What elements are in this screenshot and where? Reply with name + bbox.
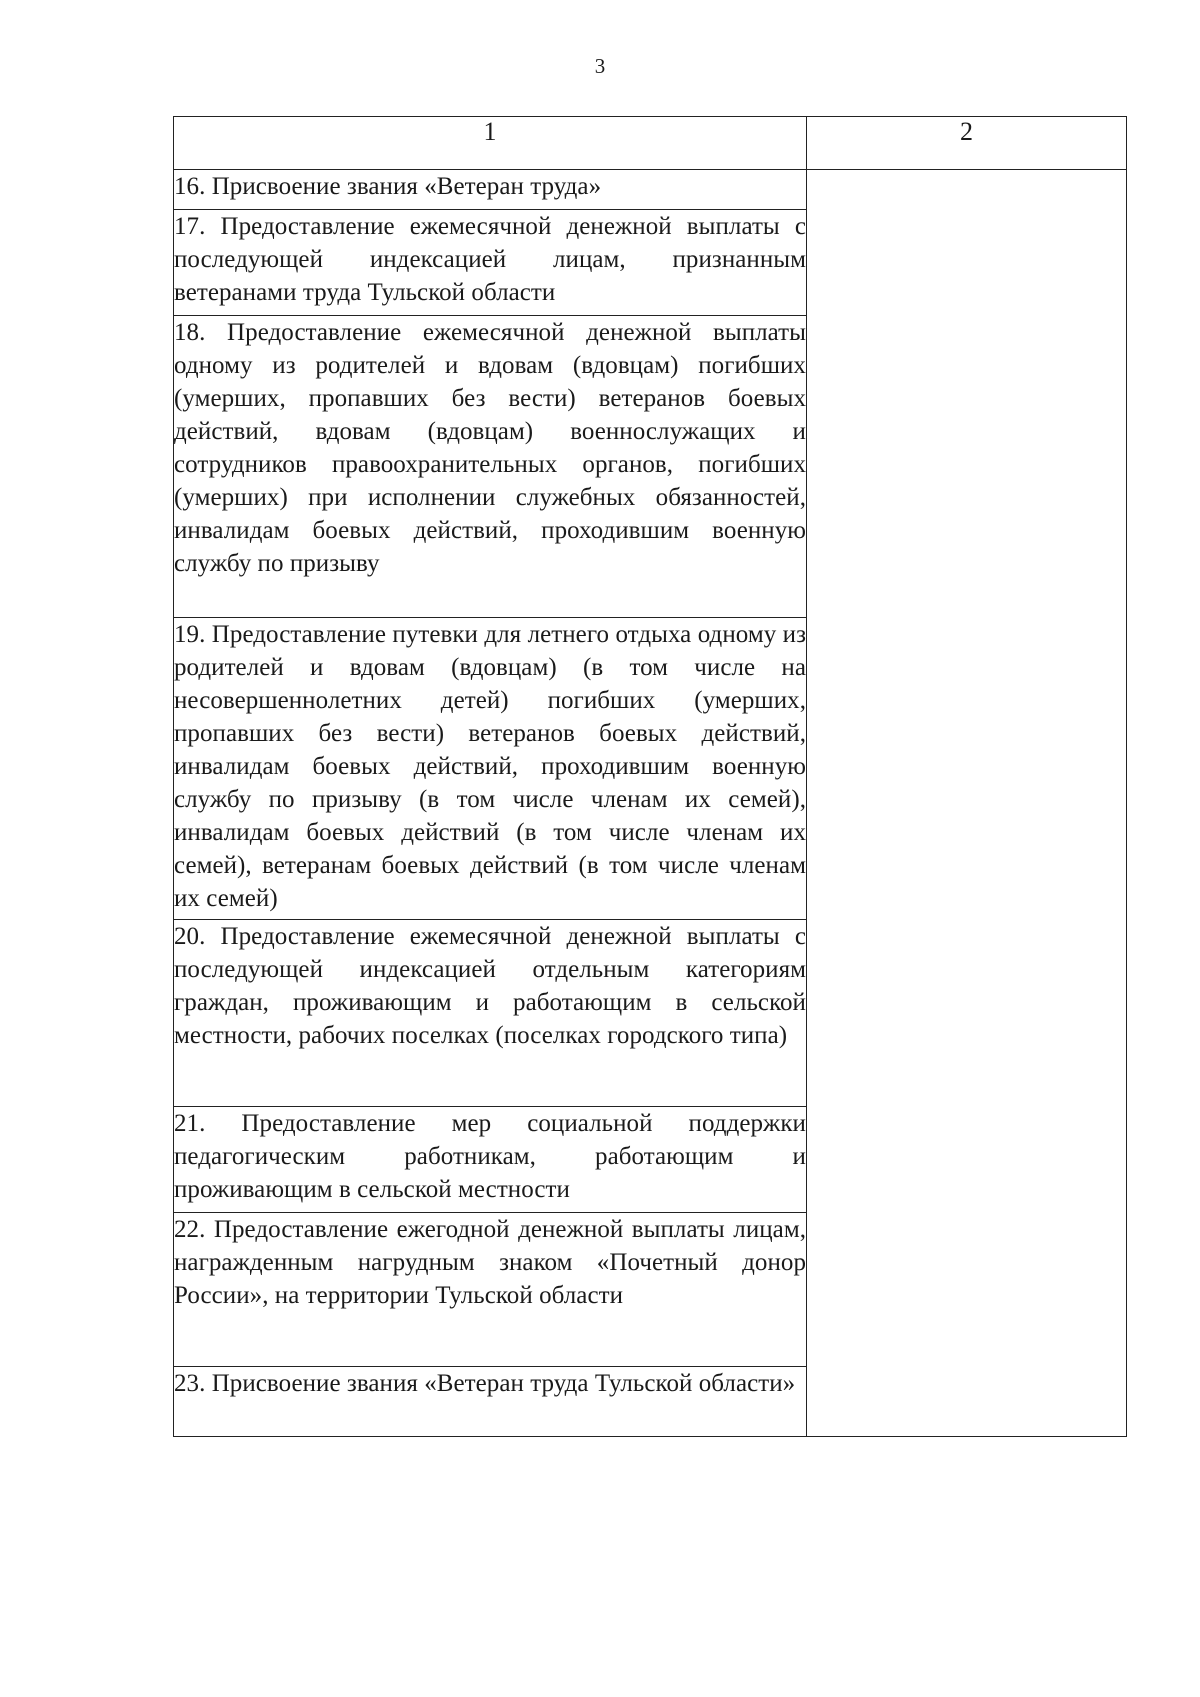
- services-table: [173, 116, 1127, 1437]
- table-row: [174, 170, 1127, 210]
- service-item-20: 20. Предоставление ежемесячной денежной выплаты с последующей индексацией отдельным категориям граждан, проживающим и работающим в сельской местности, рабочих поселках (поселках городского типа): [174, 920, 807, 1107]
- service-item-22: 22. Предоставление ежегодной денежной выплаты лицам, награжденным нагрудным знаком «Почетный донор России», на территории Тульской области: [174, 1213, 807, 1367]
- table-header-row: [174, 117, 1127, 170]
- service-item-18: 18. Предоставление ежемесячной денежной выплаты одному из родителей и вдовам (вдовцам) погибших (умерших, пропавших без вести) ветеранов боевых действий, вдовам (вдовцам) военнослужащих и сотрудников правоохранительных органов, погибших (умерших) при исполнении служебных обязанностей, инвалидам боевых действий, проходившим военную службу по призыву: [174, 316, 807, 618]
- service-item-16: 16. Присвоение звания «Ветеран труда»: [174, 170, 807, 210]
- column-header-1: 1: [174, 117, 807, 170]
- service-item-19: 19. Предоставление путевки для летнего отдыха одному из родителей и вдовам (вдовцам) (в том числе на несовершеннолетних детей) погибших (умерших, пропавших без вести) ветеранов боевых действий, инвалидам боевых действий, проходившим военную службу по призыву (в том числе членам их семей), инвалидам боевых действий (в том числе членам их семей), ветеранам боевых действий (в том числе членам их семей): [174, 618, 807, 920]
- page-number: 3: [594, 54, 606, 78]
- service-item-17: 17. Предоставление ежемесячной денежной выплаты с последующей индексацией лицам, признанным ветеранами труда Тульской области: [174, 210, 807, 316]
- service-item-21: 21. Предоставление мер социальной поддержки педагогическим работникам, работающим и проживающим в сельской местности: [174, 1107, 807, 1213]
- column-header-2: 2: [807, 117, 1127, 170]
- column-2-cell: [807, 170, 1127, 1437]
- service-item-23: 23. Присвоение звания «Ветеран труда Тульской области»: [174, 1367, 807, 1437]
